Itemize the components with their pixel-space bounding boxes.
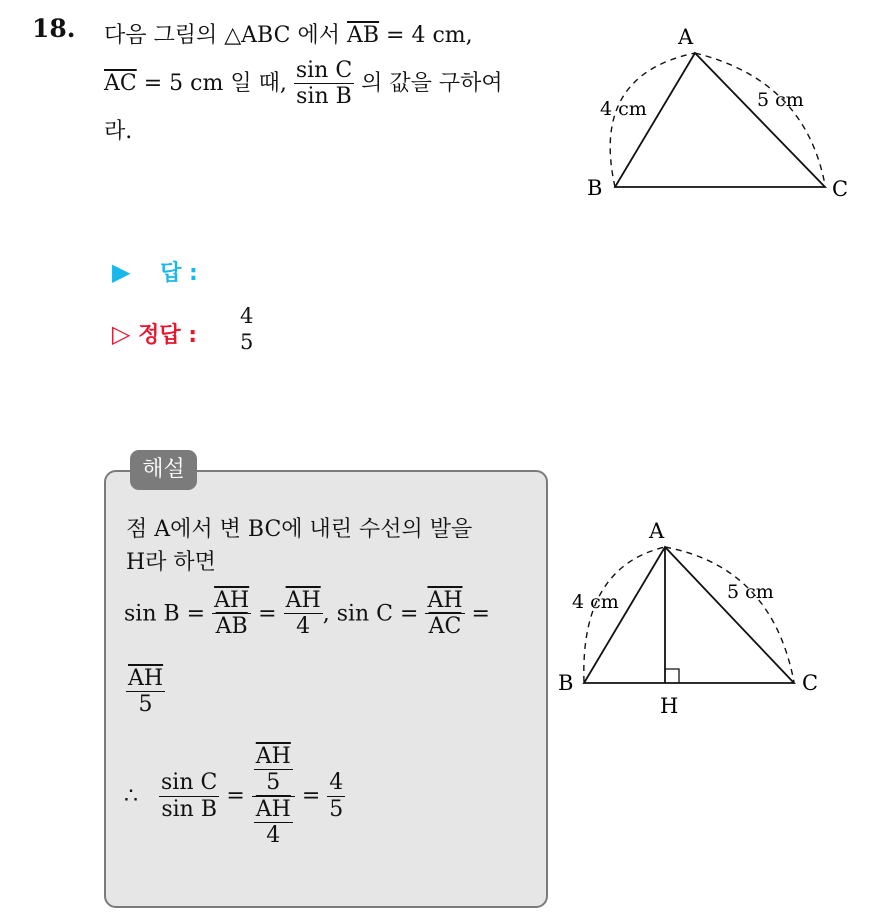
fraction-denominator: 5: [266, 770, 281, 796]
solution-line: H라 하면: [126, 550, 216, 575]
equals-sign: =: [471, 601, 490, 627]
question-number: 18.: [32, 14, 76, 43]
segment-ac: $\overline{AC}$: [104, 70, 137, 96]
compound-numerator: [252, 744, 295, 797]
solution-line: 점 A에서 변 BC에 내린 수선의 발을: [126, 517, 473, 542]
fraction: [284, 588, 323, 640]
fraction-numerator: $\overline{AH}$: [128, 666, 164, 691]
question-text-part: = 4 cm,: [386, 23, 473, 48]
segment-ab: $\overline{AB}$: [346, 23, 380, 48]
fraction-numerator: 4: [240, 304, 254, 328]
equals-sign: =: [258, 601, 277, 627]
sin-b-label: sin B =: [124, 601, 206, 627]
vertex-b-label: B: [587, 176, 603, 200]
fraction: [425, 588, 464, 640]
vertex-a-label: A: [678, 25, 694, 49]
vertex-c-label: C: [832, 177, 849, 201]
answer-row: [112, 256, 198, 287]
question-text-part: 라.: [104, 118, 133, 144]
play-outline-icon: ▷: [112, 320, 131, 348]
correct-answer-value: [238, 304, 255, 354]
question-text-part: 다음 그림의 △ABC 에서: [104, 23, 340, 48]
equals-sign: =: [226, 783, 245, 809]
compound-denominator: [252, 797, 295, 849]
comma: ,: [322, 601, 330, 627]
ratio-fraction: [294, 58, 354, 110]
fraction-numerator: $\overline{AH}$: [285, 588, 321, 613]
vertex-c-label: C: [802, 671, 819, 695]
result-fraction: [327, 770, 345, 822]
fraction-denominator: 5: [240, 330, 254, 355]
question-text-part: 의 값을 구하여: [361, 70, 503, 96]
vertex-b-label: B: [558, 671, 574, 695]
fraction-denominator: sin B: [296, 84, 352, 110]
triangle-altitude-figure: [552, 512, 872, 722]
fraction-denominator: 4: [266, 822, 281, 848]
answer-label: 답 :: [160, 261, 198, 286]
correct-answer-row: [112, 318, 197, 349]
solution-equation: [124, 588, 490, 640]
side-ac-label: 5 cm: [757, 89, 804, 111]
side-ac-label: 5 cm: [727, 581, 774, 603]
side-ab-label: 4 cm: [600, 98, 647, 120]
fraction-numerator: $\overline{AH}$: [255, 796, 291, 822]
triangle-abc: [584, 547, 794, 683]
fraction-denominator: sin B: [161, 796, 217, 822]
triangle-figure: [570, 20, 870, 210]
fraction-numerator: sin C: [295, 58, 353, 83]
fraction-numerator: 4: [329, 770, 344, 796]
equals-sign: =: [301, 783, 321, 809]
solution-tab: 해설: [130, 450, 197, 490]
fraction-numerator: $\overline{AH}$: [214, 588, 250, 613]
fraction: [212, 588, 251, 640]
compound-fraction: [252, 744, 295, 848]
solution-equation: [126, 666, 165, 718]
play-icon: ▶: [112, 258, 131, 286]
side-ab-label: 4 cm: [572, 591, 619, 613]
therefore-symbol: ∴: [124, 783, 138, 809]
question-text-part: = 5 cm 일 때,: [143, 70, 287, 96]
fraction-denominator: AC: [428, 614, 462, 640]
fraction-numerator: $\overline{AH}$: [427, 588, 463, 613]
vertex-a-label: A: [649, 519, 665, 543]
fraction-denominator: AB: [215, 614, 248, 640]
correct-answer-label: 정답 :: [138, 323, 198, 348]
sin-c-label: sin C =: [336, 601, 419, 627]
fraction-denominator: 5: [329, 796, 344, 822]
fraction: [126, 666, 165, 718]
fraction-numerator: $\overline{AH}$: [255, 744, 291, 769]
fraction-numerator: sin C: [161, 770, 218, 796]
fraction: [159, 770, 219, 822]
fraction-denominator: 5: [138, 692, 153, 718]
fraction-denominator: 4: [296, 614, 311, 640]
foot-h-label: H: [660, 694, 679, 718]
question-text: [104, 14, 574, 154]
solution-conclusion: [124, 744, 345, 848]
right-angle-mark: [665, 669, 679, 683]
